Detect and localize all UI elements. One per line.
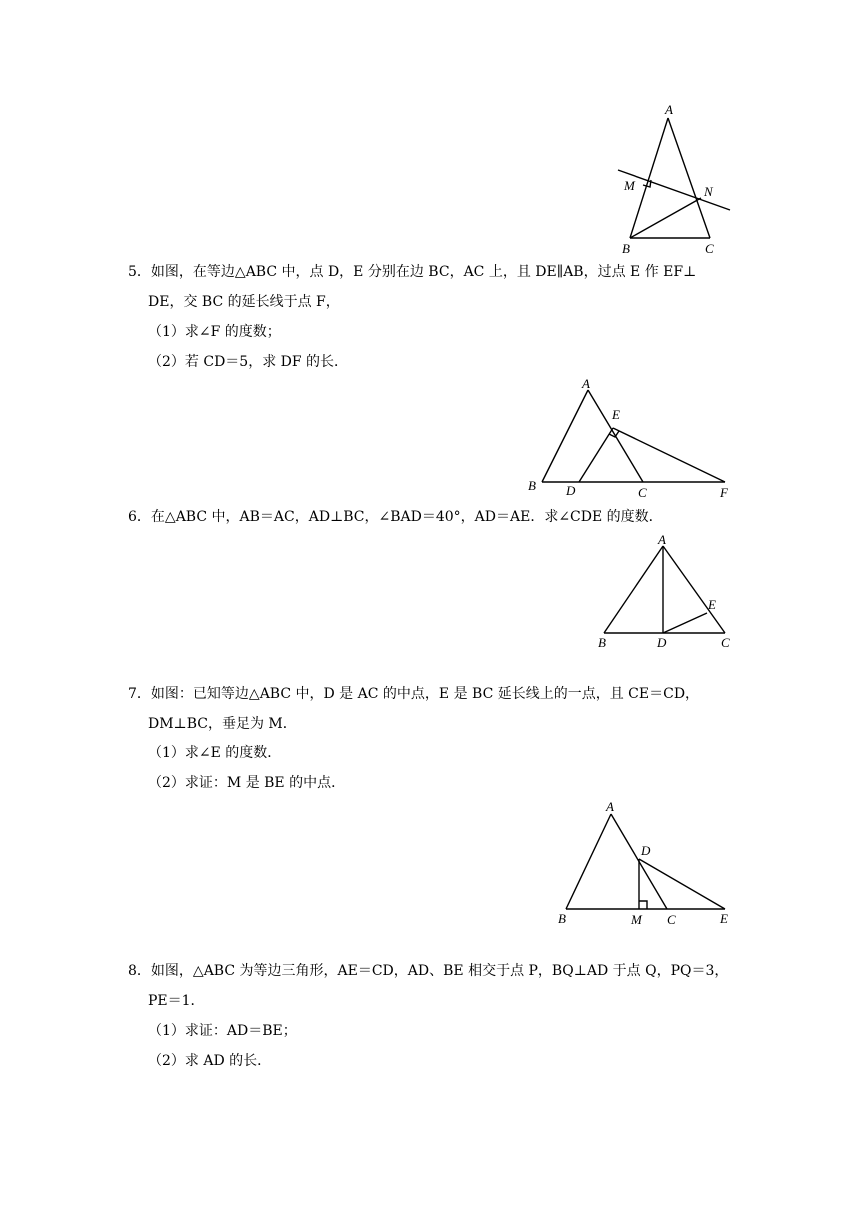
- problem-5-line-2: DE，交 BC 的延长线于点 F，: [148, 294, 340, 310]
- problem-7-sub-1: （1）求∠E 的度数．: [148, 745, 282, 761]
- label-C: C: [705, 241, 714, 256]
- problem-5-sub-1: （1）求∠F 的度数；: [148, 324, 281, 340]
- label-C: C: [638, 485, 647, 500]
- label-D: D: [641, 843, 651, 858]
- figure-problem-6: [590, 530, 740, 655]
- problem-7-sub-2: （2）求证：M 是 BE 的中点．: [148, 775, 346, 791]
- figure-problem-7: [550, 795, 740, 935]
- figure-problem-4: [600, 98, 740, 258]
- problem-5-line-1: [128, 262, 696, 282]
- label-N: N: [704, 184, 713, 199]
- label-M: M: [631, 912, 642, 927]
- label-M: M: [624, 178, 635, 193]
- problem-8-sub-1: （1）求证：AD＝BE；: [148, 1023, 297, 1039]
- label-B: B: [622, 241, 630, 256]
- problem-7-line-2: DM⊥BC，垂足为 M．: [148, 716, 297, 732]
- problem-5-sub-2: （2）若 CD＝5，求 DF 的长．: [148, 354, 349, 370]
- label-A: A: [606, 799, 614, 814]
- problem-5-number: 5．: [128, 264, 151, 280]
- label-C: C: [721, 635, 730, 650]
- problem-8-text-1: 如图，△ABC 为等边三角形，AE＝CD，AD、BE 相交于点 P，BQ⊥AD 于点 Q，PQ＝3，: [150, 963, 729, 979]
- problem-8-line-1: [128, 961, 728, 981]
- label-D: D: [657, 635, 667, 650]
- problem-5-text-1: 如图，在等边△ABC 中，点 D，E 分别在边 BC，AC 上，且 DE∥AB，过点 E 作 EF⊥: [150, 264, 697, 280]
- problem-7-line-1: [128, 684, 699, 704]
- label-A: A: [582, 376, 590, 391]
- problem-7-number: 7．: [128, 686, 151, 702]
- label-C: C: [667, 912, 676, 927]
- problem-8-sub-2: （2）求 AD 的长．: [148, 1053, 272, 1069]
- problem-6-line-1: [128, 507, 663, 527]
- figure-problem-5: [520, 372, 740, 502]
- label-F: F: [720, 485, 728, 500]
- problem-6-number: 6．: [128, 509, 151, 525]
- label-D: D: [566, 483, 576, 498]
- label-E: E: [612, 407, 620, 422]
- problem-8-line-2: PE＝1．: [148, 993, 205, 1009]
- label-A: A: [658, 532, 666, 547]
- problem-7-text-1: 如图：已知等边△ABC 中，D 是 AC 的中点，E 是 BC 延长线上的一点，且 CE＝CD，: [150, 686, 700, 702]
- label-E: E: [708, 597, 716, 612]
- label-E: E: [720, 911, 728, 926]
- label-B: B: [558, 911, 566, 926]
- label-A: A: [665, 102, 673, 117]
- label-B: B: [598, 635, 606, 650]
- problem-8-number: 8．: [128, 963, 151, 979]
- label-B: B: [528, 478, 536, 493]
- problem-6-text-1: 在△ABC 中，AB＝AC，AD⊥BC，∠BAD＝40°，AD＝AE．求∠CDE 的度数．: [150, 509, 663, 525]
